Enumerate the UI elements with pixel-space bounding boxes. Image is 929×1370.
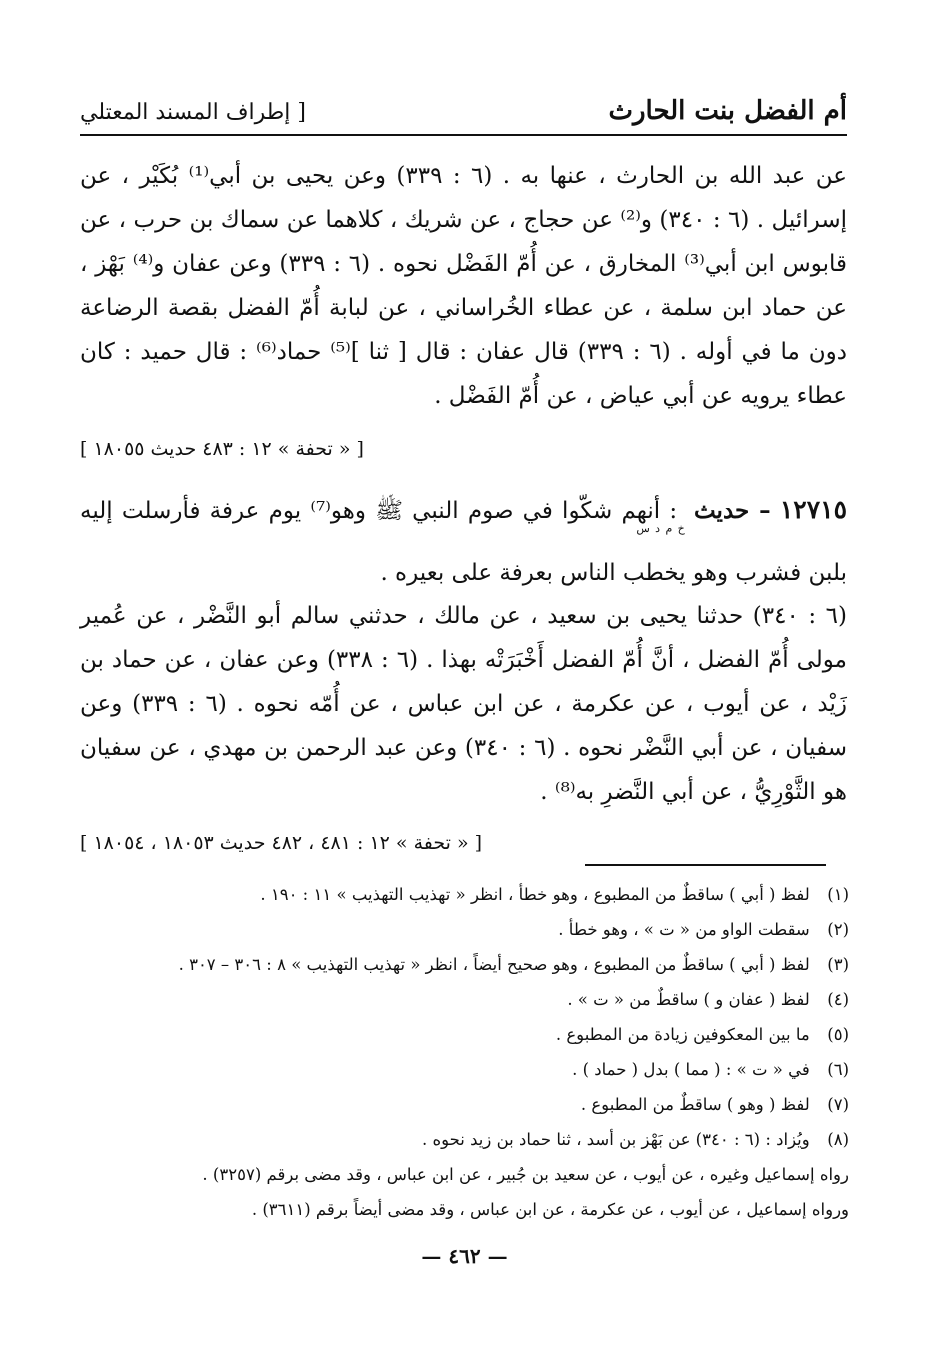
footnote: (٥) ما بين المعكوفين زيادة من المطبوع . [555, 1025, 849, 1044]
running-header [80, 88, 847, 136]
paragraph: عن عبد الله بن الحارث ، عنها به . (٦ : ٣٣٩) وعن يحيى بن أبي⁽¹⁾ بُكَيْر ، عن إسرائيل . (٦ : ٣٤٠) و⁽²⁾ عن حجاج ، عن شريك ، كلاهما عن سماك بن حرب ، عن قابوس ابن أبي⁽³⁾ المخارق ، عن أُمّ الفَضْل نحوه . (٦ : ٣٣٩) وعن عفان و⁽⁴⁾ بَهْز ، عن حماد ابن سلمة ، عن عطاء الخُراساني ، عن لبابة أُمّ الفضل بقصة الرضاعة دون ما في أوله . (٦ : ٣٣٩) قال عفان : قال [ ثنا ]⁽⁵⁾ حماد⁽⁶⁾ : قال حميد : كان عطاء يرويه عن أبي عياض ، عن أُمّ الفَضْل . [80, 163, 848, 409]
hadith-block [80, 488, 847, 595]
footnote-continuation: رواه إسماعيل وغيره ، عن أيوب ، عن سعيد بن جُبير ، عن ابن عباس ، وقد مضى برقم (٣٢٥٧) . [202, 1165, 849, 1184]
chapter-title: أم الفضل بنت الحارث [608, 96, 847, 126]
hadith-text: : أنهم شكّوا في صوم النبي ﷺ وهو⁽⁷⁾ يوم عرفة فأرسلت إليه بلبن فشرب وهو يخطب الناس بعرفة على بعيره . [80, 498, 847, 586]
footnote: (٢) سقطت الواو من « ت » ، وهو خطأ . [558, 920, 849, 939]
book-title: [ إطراف المسند المعتلي [80, 100, 306, 125]
page-number: — ٤٦٢ — [421, 1244, 508, 1268]
footnotes [70, 877, 849, 1227]
footnote-separator [585, 864, 826, 866]
hadith-paragraph [80, 488, 847, 595]
tuhfa-reference: [ « تحفة » ١٢ : ٤٨١ ، ٤٨٢ حديث ١٨٠٥٣ ، ١٨٠٥٤ ] [80, 832, 483, 854]
hadith-keyword: – حديث [693, 497, 771, 524]
tuhfa-reference: [ « تحفة » ١٢ : ٤٨٣ حديث ١٨٠٥٥ ] [80, 438, 364, 460]
footnote: (٦) في « ت » : ( مما ) بدل ( حماد ) . [572, 1060, 849, 1079]
hadith-sigla: خ م د س [636, 522, 685, 535]
footnote: (١) لفظ ( أبي ) ساقطٌ من المطبوع ، وهو خطأ ، انظر « تهذيب التهذيب » ١١ : ١٩٠ . [260, 885, 849, 904]
footnote: (٧) لفظ ( وهو ) ساقطٌ من المطبوع . [580, 1095, 849, 1114]
footnote: (٤) لفظ ( عفان و ) ساقطٌ من « ت » . [567, 990, 849, 1009]
paragraph: (٦ : ٣٤٠) حدثنا يحيى بن سعيد ، عن مالك ، حدثني سالم أبو النَّضْر ، عن عُمير مولى أُمّ الفضل ، أنَّ أُمّ الفضل أَخْبَرَتْه بهذا . (٦ : ٣٣٨) وعن عفان ، عن حماد بن زَيْد ، عن أيوب ، عن عكرمة ، عن ابن عباس ، عن أُمّه نحوه . (٦ : ٣٣٩) وعن سفيان ، عن أبي النَّضْر نحوه . (٦ : ٣٤٠) وعن عبد الرحمن بن مهدي ، عن سفيان هو الثَّوْرِيُّ ، عن أبي النَّضرِ به⁽⁸⁾ . [80, 603, 848, 805]
text-block-2 [80, 594, 847, 814]
hadith-number: ١٢٧١٥ [779, 495, 847, 524]
footnote-continuation: ورواه إسماعيل ، عن أيوب ، عن عكرمة ، عن ابن عباس ، وقد مضى أيضاً برقم (٣٦١١) . [251, 1200, 849, 1219]
footnote: (٨) ويُزاد : (٦ : ٣٤٠) عن بَهْز بن أسد ، ثنا حماد بن زيد نحوه . [421, 1130, 849, 1149]
footnote: (٣) لفظ ( أبي ) ساقطٌ من المطبوع ، وهو صحيح أيضاً ، انظر « تهذيب التهذيب » ٨ : ٣٠٦ – ٣٠٧ . [178, 955, 849, 974]
text-block-1 [80, 154, 847, 418]
